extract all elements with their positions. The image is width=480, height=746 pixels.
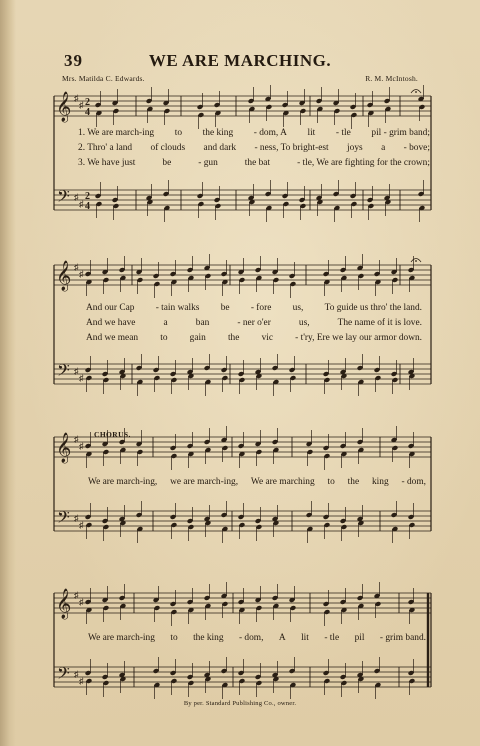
- fermata-dot: [415, 260, 417, 262]
- sharp-icon: ♯: [79, 199, 84, 209]
- sharp-icon: ♯: [79, 373, 84, 383]
- sharp-icon: ♯: [74, 192, 79, 202]
- lyric-word: - dom,: [401, 477, 426, 487]
- lyric-word: the: [227, 333, 240, 343]
- lyric-word: pil - grim band;: [371, 128, 430, 138]
- lyric-word: to: [170, 633, 178, 643]
- lyric-word: A: [278, 633, 286, 643]
- lyric-word: - t'ry, Ere we lay our armor down.: [295, 333, 422, 343]
- lyric-word: - tle, We are fighting for the crown;: [297, 158, 430, 168]
- verse-2-line-1: [78, 142, 430, 155]
- bass-clef-icon: 𝄢: [57, 507, 70, 531]
- sharp-icon: ♯: [79, 520, 84, 530]
- lyric-word: a: [163, 318, 168, 328]
- lyric-word: and dark: [203, 143, 237, 153]
- bass-clef-icon: 𝄢: [57, 186, 70, 210]
- lyric-word: vic: [261, 333, 274, 343]
- sharp-icon: ♯: [74, 669, 79, 679]
- lyric-word: us,: [298, 318, 310, 328]
- lyric-word: to: [327, 477, 335, 487]
- bass-clef-icon: 𝄢: [57, 360, 70, 384]
- lyric-word: 2. Thro' a land: [78, 143, 133, 153]
- lyric-word: the: [347, 477, 360, 487]
- verse-1-line-2: [86, 302, 422, 315]
- lyric-word: - dom,: [238, 633, 264, 643]
- sharp-icon: ♯: [74, 434, 79, 444]
- treble-clef-icon: 𝄞: [56, 261, 72, 291]
- song-title: WE ARE MARCHING.: [148, 51, 332, 70]
- verse-1-line-1: [78, 127, 430, 140]
- lyric-word: - tle: [335, 128, 351, 138]
- time-signature: 4: [85, 201, 90, 212]
- treble-clef-icon: 𝄞: [56, 433, 72, 463]
- lyric-word: - tle: [324, 633, 340, 643]
- lyric-word: gain: [189, 333, 206, 343]
- lyric-word: lit: [301, 633, 309, 643]
- sharp-icon: ♯: [74, 262, 79, 272]
- sharp-icon: ♯: [79, 100, 84, 110]
- lyric-word: We are march-ing,: [88, 477, 158, 487]
- verse-2-line-2: [86, 317, 422, 330]
- lyric-word: - gun: [198, 158, 218, 168]
- lyric-word: - ness, To bright-est: [254, 143, 329, 153]
- lyric-word: us,: [292, 303, 304, 313]
- composer-credit: R. M. McIntosh.: [365, 74, 418, 83]
- lyric-word: 3. We have just: [78, 158, 136, 168]
- chorus-line-1: [88, 476, 426, 489]
- lyric-word: - fore: [250, 303, 272, 313]
- fermata-dot: [415, 91, 417, 93]
- verse-3-line-1: [78, 157, 430, 170]
- lyric-word: - bove;: [403, 143, 430, 153]
- lyric-word: the king: [202, 128, 234, 138]
- sharp-icon: ♯: [79, 597, 84, 607]
- lyric-word: - ner o'er: [237, 318, 271, 328]
- sharp-icon: ♯: [74, 93, 79, 103]
- lyric-word: - tain walks: [155, 303, 200, 313]
- sharp-icon: ♯: [74, 366, 79, 376]
- lyric-word: be: [220, 303, 230, 313]
- sharp-icon: ♯: [79, 269, 84, 279]
- lyric-word: to: [160, 333, 168, 343]
- lyric-word: the bat: [244, 158, 271, 168]
- lyric-word: joys: [347, 143, 363, 153]
- lyric-word: And we have: [86, 318, 136, 328]
- lyric-word: the king: [193, 633, 224, 643]
- sharp-icon: ♯: [74, 513, 79, 523]
- lyric-word: We are marching: [250, 477, 315, 487]
- lyric-word: pil: [354, 633, 365, 643]
- sharp-icon: ♯: [74, 590, 79, 600]
- lyric-word: king: [371, 477, 389, 487]
- page-number: 39: [64, 51, 83, 70]
- lyric-word: To guide us thro' the land.: [324, 303, 422, 313]
- lyric-word: - grim band.: [379, 633, 426, 643]
- treble-clef-icon: 𝄞: [56, 589, 72, 619]
- time-signature: 2: [85, 97, 90, 108]
- lyric-word: ban: [195, 318, 210, 328]
- lyric-word: a: [381, 143, 386, 153]
- time-signature: 4: [85, 107, 90, 118]
- treble-clef-icon: 𝄞: [56, 92, 72, 122]
- lyric-word: be: [162, 158, 172, 168]
- lyric-word: The name of it is love.: [337, 318, 422, 328]
- verse-3-line-2: [86, 332, 422, 345]
- lyric-word: to: [174, 128, 183, 138]
- bass-clef-icon: 𝄢: [57, 663, 70, 687]
- copyright-footer: By per. Standard Publishing Co., owner.: [183, 700, 297, 707]
- time-signature: 2: [85, 191, 90, 202]
- lyric-word: of clouds: [150, 143, 186, 153]
- lyricist-credit: Mrs. Matilda C. Edwards.: [62, 74, 145, 83]
- chorus-label: CHORUS.: [94, 430, 131, 439]
- lyric-word: 1. We are march-ing: [78, 128, 155, 138]
- lyric-word: And our Cap: [86, 303, 135, 313]
- lyric-word: - dom, A: [253, 128, 287, 138]
- chorus-line-2: [88, 632, 426, 645]
- sharp-icon: ♯: [79, 676, 84, 686]
- lyric-word: we are march-ing,: [170, 477, 239, 487]
- sharp-icon: ♯: [79, 441, 84, 451]
- lyric-word: lit: [307, 128, 316, 138]
- lyric-word: We are march-ing: [88, 633, 155, 643]
- lyric-word: And we mean: [86, 333, 139, 343]
